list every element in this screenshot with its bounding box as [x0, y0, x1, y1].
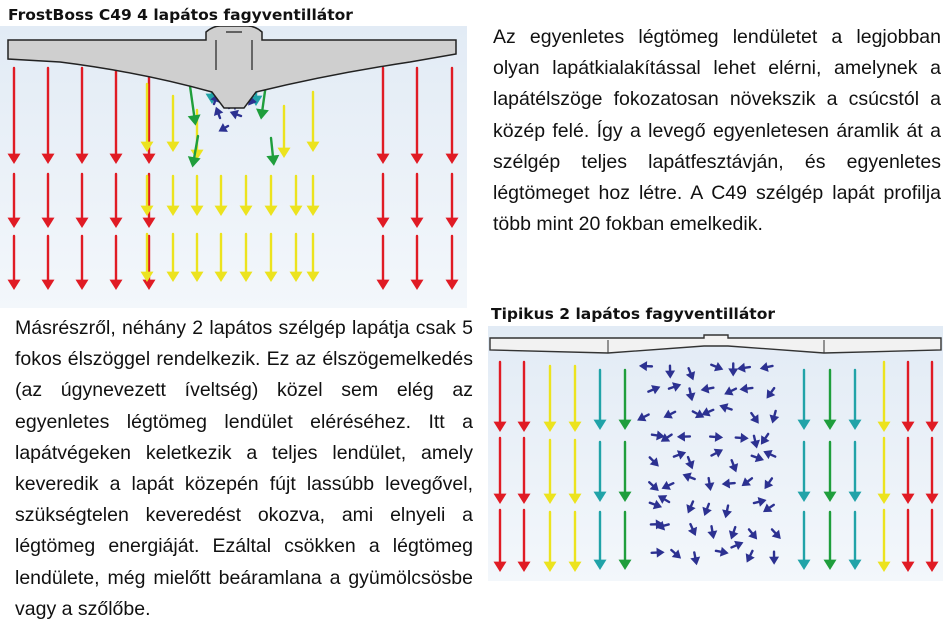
text-uniform-airflow: Az egyenletes légtömeg lendületet a legjobban olyan lapátkialakítással lehet elérni, amelynek a lapátélszöge fokozatosan növekszik a csúcstól a közép felé. Így a levegő egyenletesen áramlik át a szélgép teljes lapátfesztávján, és egyenletes légtömeget hoz létre. A C49 szélgép lapát profilja több mint 20 fokban emelkedik. — [493, 22, 941, 240]
diagram-title-frostboss: FrostBoss C49 4 lapátos fagyventillátor — [8, 6, 353, 24]
text-two-blade-problem: Másrészről, néhány 2 lapátos szélgép lapátja csak 5 fokos élszöggel rendelkezik. Ez az élszögemelkedés (az úgynevezett íveltség) közel sem elég az egyenletes légtömeg lendület eléréséhez. Itt a lapátvégeken keletkezik a teljes lendület, amely keveredik a lapát közepén fújt lassúbb levegővel, szükségtelen keveredést okozva, ami elnyeli a légtömeg energiáját. Ezáltal csökken a légtömeg lendülete, még mielőtt beáramlana a gyümölcsösbe vagy a szőlőbe. — [15, 313, 473, 625]
frostboss-airflow-diagram — [0, 26, 467, 308]
two-blade-airflow-diagram — [488, 326, 943, 581]
diagram-title-two-blade: Tipikus 2 lapátos fagyventillátor — [491, 305, 775, 323]
